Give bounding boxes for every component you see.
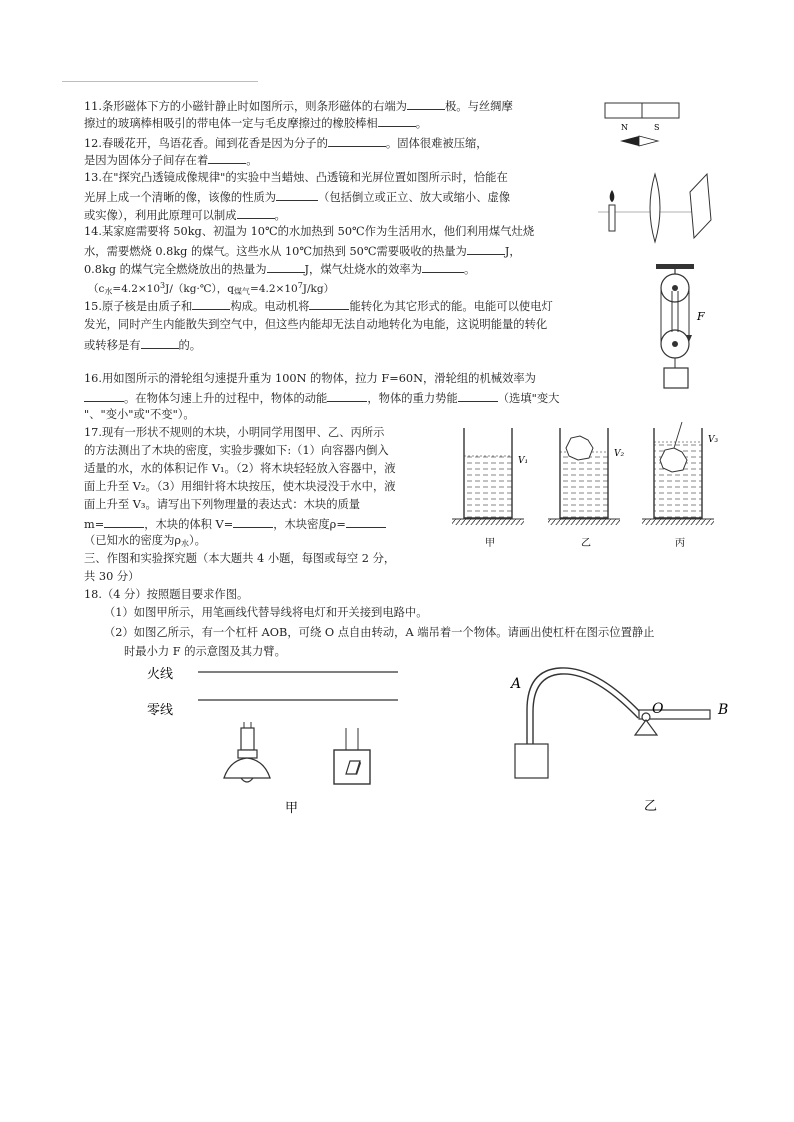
q11-blank2[interactable] <box>378 115 416 127</box>
q13-line1: 13.在"探究凸透镜成像规律"的实验中当蜡烛、凸透镜和光屏位置如图所示时，恰能在 <box>84 171 508 184</box>
point-a-label: A <box>511 676 522 692</box>
q18-item1: （1）如图甲所示，用笔画线代替导线将电灯和开关接到电路中。 <box>104 606 428 619</box>
hanging-weight <box>515 744 548 778</box>
q17-blank-mass[interactable] <box>104 516 144 528</box>
q13-line3: 或实像），利用此原理可以制成 。 <box>84 209 286 222</box>
point-b-label: B <box>718 702 729 718</box>
q15-line1: 15.原子核是由质子和 构成。电动机将 能转化为其它形式的能。电能可以使电灯 <box>84 300 553 313</box>
q12-line1: 12.春暖花开，鸟语花香。闻到花香是因为分子的 。固体很难被压缩， <box>84 137 488 150</box>
q17-line6: m= ，木块的体积 V= ，木块密度ρ= <box>84 516 386 532</box>
q17-blank-volume[interactable] <box>233 516 273 528</box>
q15-line2: 发光，同时产生内能散失到空气中，但这些内能却无法自动地转化为电能，这说明能量的转化 <box>84 318 548 331</box>
beaker-jia <box>452 428 528 525</box>
v2-label: V₂ <box>614 449 625 459</box>
q15-blank2[interactable] <box>309 298 349 310</box>
header-rule <box>62 81 258 82</box>
q17-beakers-figure <box>450 418 740 553</box>
q16-line1: 16.用如图所示的滑轮组匀速提升重为 100N 的物体，拉力 F=60N，滑轮组的机械效率为 <box>84 372 536 385</box>
lamp-icon[interactable] <box>224 722 270 782</box>
section3-title-line1: 三、作图和实验探究题（本大题共 4 小题，每图或每空 2 分， <box>84 552 396 565</box>
q11-blank1[interactable] <box>407 98 445 110</box>
q11-line1: 11.条形磁体下方的小磁针静止时如图所示，则条形磁体的右端为 极。与丝绸摩 <box>84 100 513 113</box>
q17-line3: 适量的水，水的体积记作 V₁。（2）将木块轻轻放入容器中，液 <box>84 462 396 475</box>
q14-line3: 0.8kg 的煤气完全燃烧放出的热量为 J，煤气灶烧水的效率为 。 <box>84 263 476 276</box>
q16-blank3[interactable] <box>458 390 498 402</box>
q13-lens-figure <box>598 168 718 243</box>
q14-constants: （$c_水=4.2\times 10^3J/(kg\cdot℃)$，$q_{煤气}=4.2\times 10^7J/kg$） <box>88 281 335 296</box>
ceiling-beam <box>656 264 694 269</box>
q14-line2: 水，需要燃烧 0.8kg 的煤气。这些水从 10℃加热到 50℃需要吸收的热量为 J， <box>84 245 521 258</box>
q17-line7: （已知水的密度为$\rho_水$）。 <box>84 534 206 548</box>
q18-item2-line2: 时最小力 F 的示意图及其力臂。 <box>124 645 286 658</box>
force-f-label: F <box>697 310 705 323</box>
wood-block-floating <box>566 436 593 460</box>
q18-lever-figure-yi <box>505 660 745 820</box>
neutral-wire-label[interactable]: 零线 <box>147 703 174 718</box>
q14-blank3[interactable] <box>422 261 464 273</box>
needle-s-label: S <box>654 123 660 132</box>
q14-line1: 14.某家庭需要将 50kg、初温为 10℃的水加热到 50℃作为生活用水，他们利用煤气灶烧 <box>84 225 535 238</box>
q18-title: 18.（4 分）按照题目要求作图。 <box>84 588 249 601</box>
live-wire-label[interactable]: 火线 <box>147 667 174 682</box>
q15-blank1[interactable] <box>192 298 230 310</box>
q15-blank3[interactable] <box>141 337 179 349</box>
q16-line3: "、"变小"或"不变"）。 <box>84 408 195 421</box>
q14-blank2[interactable] <box>267 261 305 273</box>
switch-icon[interactable] <box>334 728 370 784</box>
q16-blank1[interactable] <box>84 390 124 402</box>
convex-lens-icon <box>650 174 660 242</box>
candle-flame-icon <box>610 190 615 202</box>
v3-label: V₃ <box>708 435 719 445</box>
q12-line2: 是因为固体分子间存在着 。 <box>84 154 258 167</box>
q17-line4: 面上升至 V₂。（3）用细针将木块按压，使木块浸没于水中，液 <box>84 480 396 493</box>
caption-yi: 乙 <box>581 538 591 549</box>
q16-line2: 。在物体匀速上升的过程中，物体的动能 ，物体的重力势能 （选填"变大 <box>84 390 559 406</box>
q13-line2: 光屏上成一个清晰的像，该像的性质为 （包括倒立或正立、放大或缩小、虚像 <box>84 191 511 204</box>
compass-needle-north <box>620 136 639 146</box>
q11-line2: 擦过的玻璃棒相吸引的带电体一定与毛皮摩擦过的橡胶棒相 。 <box>84 117 428 130</box>
q13-blank1[interactable] <box>276 189 318 201</box>
q17-line1: 17.现有一形状不规则的木块，小明同学用图甲、乙、丙所示 <box>84 426 385 439</box>
q12-blank1[interactable] <box>328 135 386 147</box>
point-o-label: O <box>652 701 664 717</box>
candle-icon <box>609 205 615 231</box>
q11-magnet-figure <box>600 100 690 152</box>
caption-jia-circuit: 甲 <box>285 801 299 816</box>
q17-line2: 的方法测出了木块的密度，实验步骤如下:（1）向容器内倒入 <box>84 444 389 457</box>
fulcrum-icon <box>635 720 657 735</box>
q13-blank2[interactable] <box>237 207 275 219</box>
weight-block <box>664 368 688 388</box>
q15-line3: 或转移是有 的。 <box>84 339 202 352</box>
caption-bing: 丙 <box>675 538 685 549</box>
beaker-bing <box>642 422 718 525</box>
q17-blank-density[interactable] <box>346 516 386 528</box>
section3-title-line2: 共 30 分） <box>84 570 140 583</box>
pulley-system-figure <box>650 262 720 392</box>
q17-line5: 面上升至 V₃。请写出下列物理量的表达式：木块的质量 <box>84 498 361 511</box>
q18-circuit-figure-jia <box>140 660 410 820</box>
q14-blank1[interactable] <box>467 243 505 255</box>
caption-jia: 甲 <box>485 538 495 549</box>
q12-blank2[interactable] <box>208 152 246 164</box>
compass-needle-south <box>639 136 658 146</box>
caption-yi-lever: 乙 <box>644 799 658 814</box>
light-screen-icon <box>690 174 711 238</box>
q18-item2-line1: （2）如图乙所示，有一个杠杆 AOB，可绕 O 点自由转动，A 端吊着一个物体。请画出使杠杆在图示位置静止 <box>104 626 655 639</box>
v1-label: V₁ <box>518 456 529 466</box>
q16-blank2[interactable] <box>327 390 367 402</box>
needle-n-label: N <box>621 123 628 132</box>
beaker-yi <box>548 428 624 525</box>
